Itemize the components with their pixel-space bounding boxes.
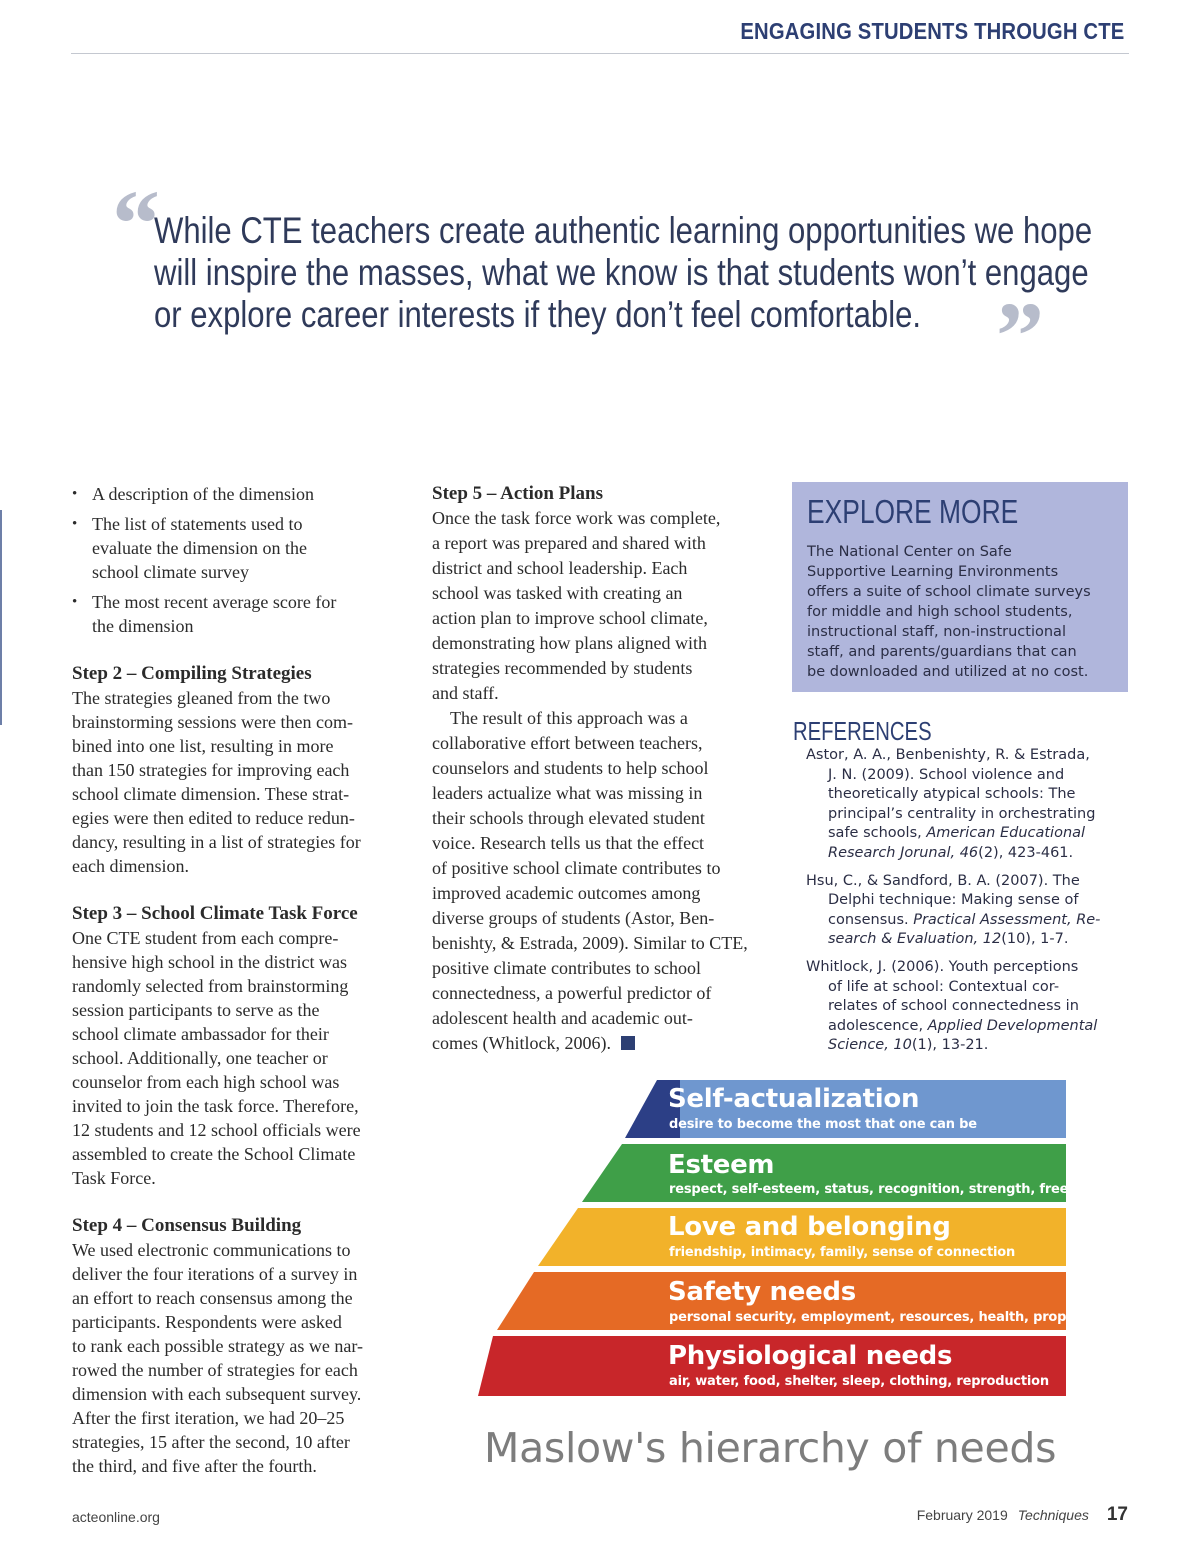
page-edge-mark bbox=[0, 510, 2, 725]
bullet-item bbox=[72, 590, 417, 638]
bullet-line: • A description of the dimension bbox=[92, 484, 314, 504]
explore-more-sidebar bbox=[792, 482, 1128, 692]
text-line: of positive school climate contributes to bbox=[432, 858, 721, 878]
text-fragment: comes (Whitlock, 2006). bbox=[432, 1033, 611, 1053]
text-line: egies were then edited to reduce redun- bbox=[72, 808, 355, 828]
text-line: The strategies gleaned from the two bbox=[72, 688, 331, 708]
text-line: 12 students and 12 school officials were bbox=[72, 1120, 361, 1140]
text-fragment: (10), 1-7. bbox=[1001, 931, 1069, 948]
reference-entry bbox=[793, 958, 1133, 1056]
open-quote-mark: “ bbox=[112, 170, 160, 277]
text-line: a report was prepared and shared with bbox=[432, 533, 706, 553]
text-line: improved academic outcomes among bbox=[432, 883, 701, 903]
bullet-item bbox=[72, 512, 417, 584]
text-line: hensive high school in the district was bbox=[72, 952, 347, 972]
text-line: Hsu, C., & Sandford, B. A. (2007). The bbox=[806, 872, 1080, 889]
text-line: and staff. bbox=[432, 683, 499, 703]
text-fragment: safe schools, bbox=[828, 825, 927, 842]
text-line: staff, and parents/guardians that can bbox=[807, 644, 1077, 660]
text-line: each dimension. bbox=[72, 856, 189, 876]
text-line: Once the task force work was complete, bbox=[432, 508, 721, 528]
text-line: rowed the number of strategies for each bbox=[72, 1360, 358, 1380]
text-fragment: (2), 423-461. bbox=[978, 844, 1074, 861]
step-2-heading: Step 2 – Compiling Strategies bbox=[72, 663, 312, 684]
journal-title: search & Evaluation, 12 bbox=[828, 931, 1002, 948]
text-line: relates of school connectedness in bbox=[828, 998, 1079, 1015]
page-number: 17 bbox=[1106, 1504, 1128, 1525]
footer-magazine-name: Techniques bbox=[1017, 1507, 1089, 1523]
reference-entry bbox=[793, 872, 1133, 950]
text-line: The result of this approach was a bbox=[450, 708, 688, 728]
references-section bbox=[793, 716, 1133, 1064]
text-line: their schools through elevated student bbox=[432, 808, 705, 828]
text-line bbox=[793, 844, 1133, 864]
text-line: district and school leadership. Each bbox=[432, 558, 688, 578]
level-title: Love and belonging bbox=[668, 1212, 951, 1242]
text-line: action plan to improve school climate, bbox=[432, 608, 708, 628]
close-quote-mark: ” bbox=[996, 282, 1044, 389]
level-subtitle: friendship, intimacy, family, sense of connection bbox=[669, 1245, 1015, 1260]
text-fragment: adolescence, bbox=[828, 1017, 928, 1034]
text-line: be downloaded and utilized at no cost. bbox=[807, 664, 1089, 680]
text-line: school climate ambassador for their bbox=[72, 1024, 329, 1044]
text-line: collaborative effort between teachers, bbox=[432, 733, 703, 753]
journal-title: Applied Developmental bbox=[927, 1017, 1098, 1034]
footer-date: February 2019 bbox=[916, 1507, 1008, 1523]
text-line: the third, and five after the fourth. bbox=[72, 1456, 317, 1476]
text-line: voice. Research tells us that the effect bbox=[432, 833, 705, 853]
text-line: The National Center on Safe bbox=[807, 544, 1012, 560]
footer-website: acteonline.org bbox=[72, 1509, 160, 1525]
text-line: counselor from each high school was bbox=[72, 1072, 340, 1092]
level-subtitle: respect, self-esteem, status, recognition, strength, freedom bbox=[669, 1182, 1100, 1197]
reference-entry bbox=[793, 746, 1133, 864]
journal-title: Practical Assessment, Re- bbox=[913, 911, 1101, 928]
text-line bbox=[793, 911, 1133, 931]
step-3-paragraph bbox=[72, 926, 417, 1190]
references-title: REFERENCES bbox=[793, 716, 932, 746]
pull-quote-line: While CTE teachers create authentic learning opportunities we hope bbox=[154, 210, 1093, 251]
text-line bbox=[793, 1036, 1133, 1056]
text-line: diverse groups of students (Astor, Ben- bbox=[432, 908, 715, 928]
pull-quote-line: or explore career interests if they don’t feel comfortable. bbox=[154, 294, 922, 335]
text-line: invited to join the task force. Therefore, bbox=[72, 1096, 359, 1116]
dimension-bullet-list bbox=[72, 482, 417, 638]
text-line: Astor, A. A., Benbenishty, R. & Estrada, bbox=[806, 747, 1090, 763]
explore-more-body bbox=[807, 542, 1114, 682]
header-rule bbox=[71, 53, 1129, 54]
text-fragment: consensus. bbox=[828, 911, 914, 928]
step-3-heading: Step 3 – School Climate Task Force bbox=[72, 903, 358, 924]
text-line: One CTE student from each compre- bbox=[72, 928, 339, 948]
step-4-heading: Step 4 – Consensus Building bbox=[72, 1215, 302, 1236]
bullet-item bbox=[72, 482, 417, 506]
text-line: dimension with each subsequent survey. bbox=[72, 1384, 362, 1404]
text-line: leaders actualize what was missing in bbox=[432, 783, 703, 803]
text-line: adolescent health and academic out- bbox=[432, 1008, 693, 1028]
text-line: Supportive Learning Environments bbox=[807, 564, 1059, 580]
text-line: instructional staff, non-instructional bbox=[807, 624, 1066, 640]
text-line: bined into one list, resulting in more bbox=[72, 736, 334, 756]
text-line: for middle and high school students, bbox=[807, 604, 1073, 620]
text-line: participants. Respondents were asked bbox=[72, 1312, 342, 1332]
text-line: demonstrating how plans aligned with bbox=[432, 633, 707, 653]
text-line: brainstorming sessions were then com- bbox=[72, 712, 353, 732]
journal-title: Science, 10 bbox=[828, 1037, 912, 1054]
text-line: of life at school: Contextual cor- bbox=[828, 978, 1060, 995]
end-of-article-mark bbox=[621, 1036, 635, 1050]
text-line: offers a suite of school climate surveys bbox=[807, 584, 1091, 600]
text-line: After the first iteration, we had 20–25 bbox=[72, 1408, 345, 1428]
level-title: Physiological needs bbox=[668, 1341, 953, 1371]
level-title: Safety needs bbox=[668, 1277, 856, 1307]
article-column-1 bbox=[72, 482, 417, 1478]
step-5-paragraph bbox=[432, 506, 777, 706]
text-line: Task Force. bbox=[72, 1168, 156, 1188]
text-line: school. Additionally, one teacher or bbox=[72, 1048, 328, 1068]
text-line: We used electronic communications to bbox=[72, 1240, 351, 1260]
text-line: connectedness, a powerful predictor of bbox=[432, 983, 712, 1003]
level-subtitle: air, water, food, shelter, sleep, clothing, reproduction bbox=[669, 1374, 1049, 1389]
bullet-line: the dimension bbox=[92, 616, 194, 636]
level-title: Self-actualization bbox=[668, 1084, 920, 1114]
result-paragraph bbox=[432, 706, 777, 1056]
bullet-line: • The most recent average score for bbox=[92, 592, 337, 612]
article-column-2 bbox=[432, 482, 777, 1056]
text-line: than 150 strategies for improving each bbox=[72, 760, 350, 780]
text-line: school climate dimension. These strat- bbox=[72, 784, 350, 804]
bullet-line: school climate survey bbox=[92, 562, 249, 582]
bullet-line: • The list of statements used to bbox=[92, 514, 303, 534]
text-line: strategies, 15 after the second, 10 after bbox=[72, 1432, 350, 1452]
text-line: theoretically atypical schools: The bbox=[828, 786, 1076, 803]
step-5-heading: Step 5 – Action Plans bbox=[432, 483, 604, 504]
text-line: an effort to reach consensus among the bbox=[72, 1288, 353, 1308]
bullet-line: evaluate the dimension on the bbox=[92, 538, 307, 558]
text-line: Delphi technique: Making sense of bbox=[828, 892, 1079, 909]
text-line: session participants to serve as the bbox=[72, 1000, 320, 1020]
level-subtitle: personal security, employment, resources, health, property bbox=[669, 1310, 1096, 1325]
step-2-paragraph bbox=[72, 686, 417, 878]
text-fragment: (1), 13-21. bbox=[911, 1037, 989, 1054]
text-line: dancy, resulting in a list of strategies for bbox=[72, 832, 361, 852]
pyramid-caption: Maslow's hierarchy of needs bbox=[484, 1424, 1057, 1472]
level-subtitle: desire to become the most that one can be bbox=[669, 1117, 977, 1132]
pull-quote-line: will inspire the masses, what we know is that students won’t engage bbox=[154, 252, 1089, 293]
text-line bbox=[793, 930, 1133, 950]
text-line: randomly selected from brainstorming bbox=[72, 976, 349, 996]
maslow-pyramid bbox=[470, 1070, 1100, 1410]
step-4-paragraph bbox=[72, 1238, 417, 1478]
text-line: assembled to create the School Climate bbox=[72, 1144, 356, 1164]
text-line bbox=[793, 1017, 1133, 1037]
text-line: benishty, & Estrada, 2009). Similar to CTE, bbox=[432, 933, 748, 953]
journal-title: American Educational bbox=[926, 825, 1086, 842]
explore-more-title: EXPLORE MORE bbox=[807, 493, 1019, 530]
text-line: school was tasked with creating an bbox=[432, 583, 683, 603]
journal-title: Research Jorunal, 46 bbox=[828, 844, 979, 861]
text-line: to rank each possible strategy as we nar- bbox=[72, 1336, 364, 1356]
footer-issue-info bbox=[917, 1504, 1128, 1526]
text-line: deliver the four iterations of a survey in bbox=[72, 1264, 358, 1284]
text-line: Whitlock, J. (2006). Youth perceptions bbox=[806, 958, 1079, 975]
running-header: ENGAGING STUDENTS THROUGH CTE bbox=[739, 18, 1124, 44]
text-line: J. N. (2009). School violence and bbox=[828, 766, 1065, 783]
level-title: Esteem bbox=[668, 1150, 775, 1180]
pull-quote-text bbox=[154, 210, 1093, 336]
text-line bbox=[432, 1031, 777, 1056]
text-line: positive climate contributes to school bbox=[432, 958, 701, 978]
text-line: strategies recommended by students bbox=[432, 658, 693, 678]
text-line: principal’s centrality in orchestrating bbox=[828, 805, 1096, 822]
text-line: counselors and students to help school bbox=[432, 758, 709, 778]
text-line bbox=[793, 824, 1133, 844]
